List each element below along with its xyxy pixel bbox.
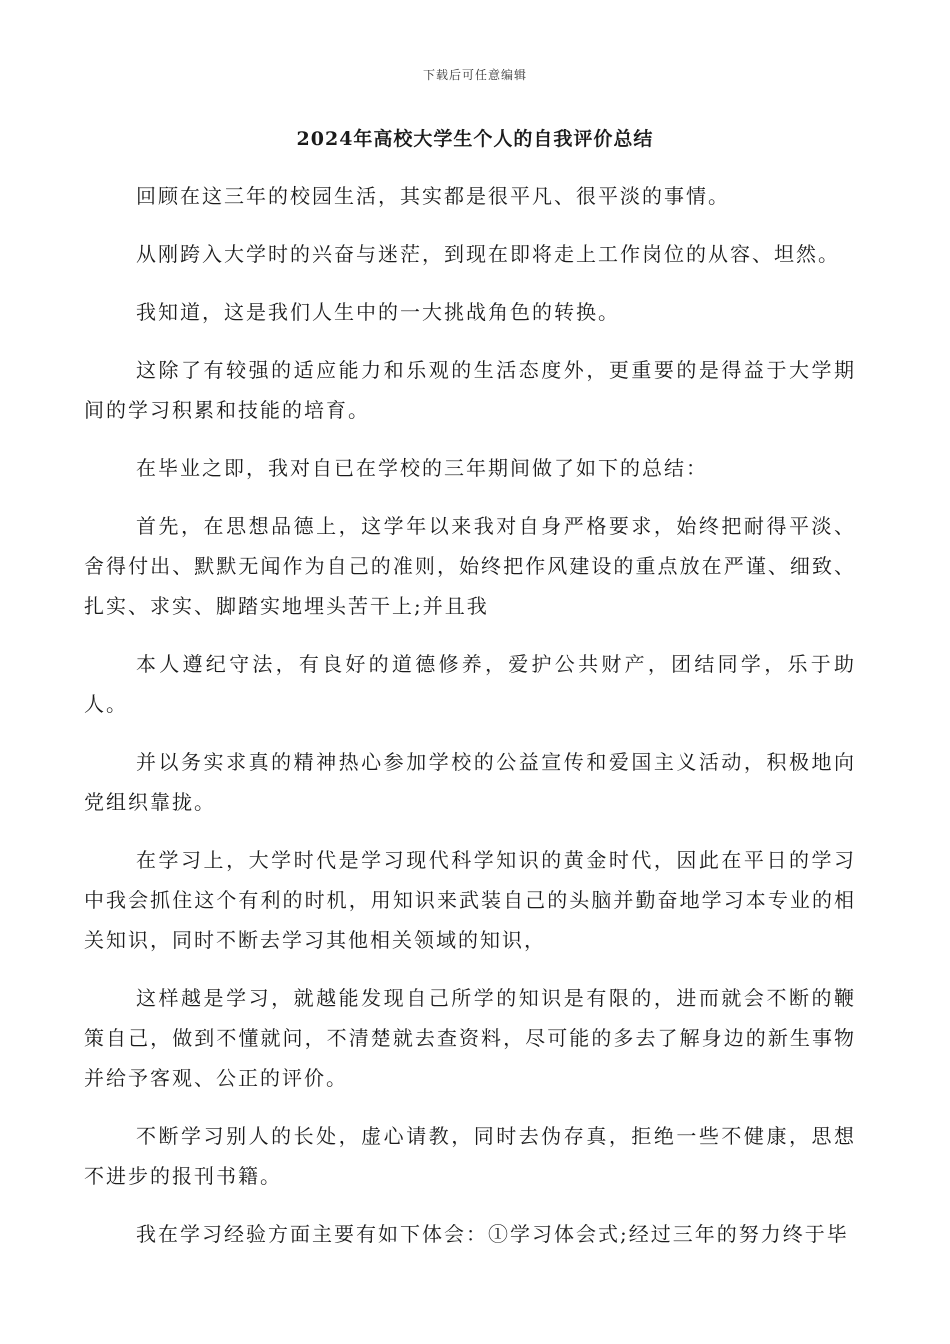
document-body <box>84 176 856 1272</box>
paragraph-12: 我在学习经验方面主要有如下体会：①学习体会式;经过三年的努力终于毕 <box>136 1222 849 1246</box>
paragraph-1: 回顾在这三年的校园生活，其实都是很平凡、很平淡的事情。 <box>136 184 730 208</box>
paragraph-8: 并以务实求真的精神热心参加学校的公益宣传和爱国主义活动，积极地向党组织靠拢。 <box>84 750 856 814</box>
paragraph-11: 不断学习别人的长处，虚心请教，同时去伪存真，拒绝一些不健康，思想不进步的报刊书籍。 <box>84 1124 856 1188</box>
header-note: 下载后可任意编辑 <box>422 68 527 82</box>
paragraph-2: 从刚跨入大学时的兴奋与迷茫，到现在即将走上工作岗位的从容、坦然。 <box>136 242 840 266</box>
paragraph-3: 我知道，这是我们人生中的一大挑战角色的转换。 <box>136 300 620 324</box>
paragraph-6: 首先，在思想品德上，这学年以来我对自身严格要求，始终把耐得平淡、舍得付出、默默无闻作为自己的准则，始终把作风建设的重点放在严谨、细致、扎实、求实、脚踏实地埋头苦干上;并且我 <box>84 514 856 618</box>
paragraph-4: 这除了有较强的适应能力和乐观的生活态度外，更重要的是得益于大学期间的学习积累和技能的培育。 <box>84 358 856 422</box>
paragraph-7: 本人遵纪守法，有良好的道德修养，爱护公共财产，团结同学，乐于助人。 <box>84 652 856 716</box>
paragraph-9: 在学习上，大学时代是学习现代科学知识的黄金时代，因此在平日的学习中我会抓住这个有利的时机，用知识来武装自己的头脑并勤奋地学习本专业的相关知识，同时不断去学习其他相关领域的知识， <box>84 848 856 952</box>
paragraph-5: 在毕业之即，我对自已在学校的三年期间做了如下的总结： <box>136 456 708 480</box>
document-title: 2024年高校大学生个人的自我评价总结 <box>296 128 654 150</box>
paragraph-10: 这样越是学习，就越能发现自己所学的知识是有限的，进而就会不断的鞭策自己，做到不懂就问，不清楚就去查资料，尽可能的多去了解身边的新生事物并给予客观、公正的评价。 <box>84 986 856 1090</box>
